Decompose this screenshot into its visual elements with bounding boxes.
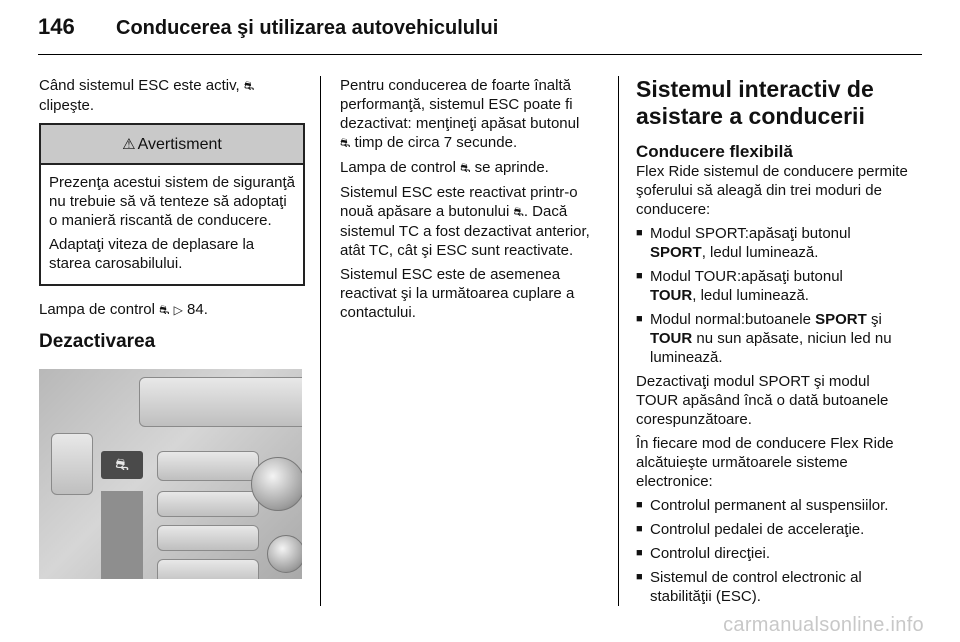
watermark: carmanualsonline.info [723,614,924,636]
list-item: ■ Modul TOUR:apăsaţi butonul TOUR, ledul luminează. [636,267,908,305]
paragraph: Lampa de control ⛐ se aprinde. [340,159,549,176]
column-divider [320,76,321,606]
column-left [39,76,305,579]
paragraph: Dezactivaţi modul SPORT şi modul TOUR apăsând încă o dată butoanele corespunzătoare. [636,373,889,428]
list-item: ■ Controlul direcţiei. [636,544,908,563]
esc-indicator-icon: ⛐ [513,205,524,219]
list-item: ■ Controlul permanent al suspensiilor. [636,496,908,515]
esc-button-icon: ⛐ [101,451,143,479]
esc-indicator-icon: ⛐ [340,136,351,150]
warning-paragraph: Prezenţa acestui sistem de siguranţă nu trebuie să vă tenteze să adoptaţi o manieră riscantă de conducere. [49,174,295,229]
section-title: Sistemul interactiv de asistare a conducerii [636,76,874,129]
systems-list [636,496,908,606]
warning-body [41,165,303,284]
page-header [38,14,498,44]
column-divider [618,76,619,606]
warning-paragraph: Adaptaţi viteza de deplasare la starea carosabilului. [49,236,255,272]
deactivation-heading: Dezactivarea [39,331,156,352]
lamp-reference: Lampa de control ⛐ ▷ 84. [39,301,208,318]
paragraph: Pentru conducerea de foarte înaltă performanţă, sistemul ESC poate fi dezactivat: menţineţi apăsat butonul ⛐ timp de circa 7 secunde. [340,77,580,151]
warning-title: Avertisment [137,135,222,153]
page-reference-icon: ▷ [173,303,183,317]
warning-triangle-icon: ⚠ [122,135,136,153]
paragraph: Sistemul ESC este reactivat printr-o nouă apăsare a butonului ⛐. Dacă sistemul TC a fost dezactivat anterior, atât TC, cât şi ESC sunt reactivate. [340,184,590,259]
column-middle [340,76,606,327]
mode-list [636,224,908,367]
paragraph: În fiecare mod de conducere Flex Ride alcătuieşte următoarele sisteme electronice: [636,435,894,490]
list-item: ■ Modul SPORT:apăsaţi butonul SPORT, ledul luminează. [636,224,908,262]
esc-indicator-icon: ⛐ [159,303,170,317]
subsection-title: Conducere flexibilă [636,142,793,161]
intro-paragraph: Când sistemul ESC este activ, ⛐ clipeşte. [39,77,255,114]
page-number: 146 [38,14,75,39]
list-item: ■ Modul normal:butoanele SPORT şi TOUR nu sun apăsate, niciun led nu luminează. [636,310,908,367]
paragraph: Flex Ride sistemul de conducere permite şoferului să aleagă din trei moduri de conducere: [636,163,908,218]
list-item: ■ Controlul pedalei de acceleraţie. [636,520,908,539]
column-right [636,76,908,611]
header-divider [38,54,922,55]
warning-box [39,123,305,286]
list-item: ■ Sistemul de control electronic al stabilităţii (ESC). [636,568,908,606]
esc-button-photo [39,369,302,579]
esc-indicator-icon: ⛐ [243,79,255,93]
esc-off-indicator-icon: ⛐ [460,161,471,175]
warning-header [41,125,303,165]
page-title: Conducerea şi utilizarea autovehiculului [116,17,499,39]
paragraph: Sistemul ESC este de asemenea reactivat şi la următoarea cuplare a contactului. [340,266,575,321]
